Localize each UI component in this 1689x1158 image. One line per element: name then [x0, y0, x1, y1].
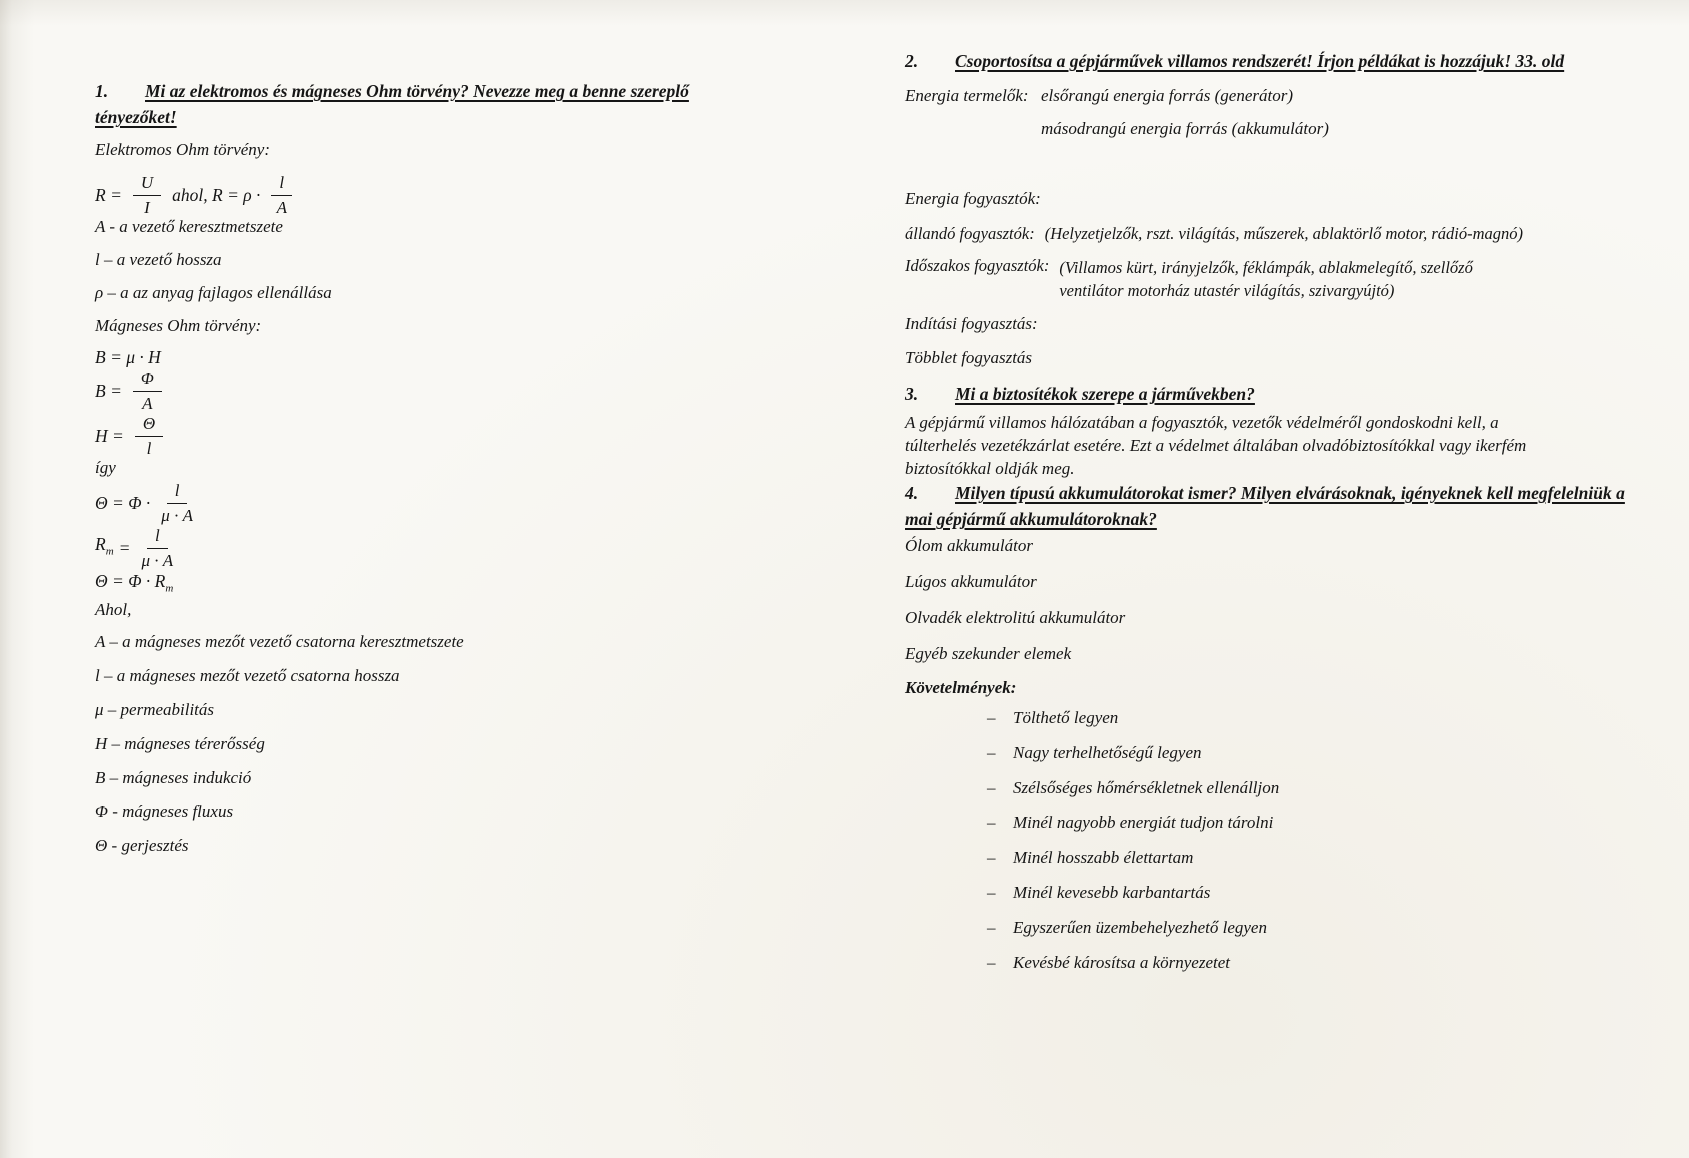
- fraction-phi-over-a: $\frac{\Phi}{A}$: [133, 368, 162, 413]
- question-3-answer: A gépjármű villamos hálózatában a fogyasztók, vezetők védelméről gondoskodni kell, a túlterhelés vezetékzárlat esetére. Ezt a védelmet általában olvadóbiztosítókkal vagy ikerfém biztosítókkal oldják meg.: [905, 413, 1527, 478]
- battery-type-molten-electrolyte: Olvadék elektrolitú akkumulátor: [905, 608, 1126, 627]
- igy-label: így: [95, 458, 116, 478]
- fraction-l-over-a: $\frac{l}{A}$: [271, 172, 292, 217]
- requirement-item-energy-storage: – Minél nagyobb energiát tudjon tárolni: [987, 813, 1274, 832]
- energy-producers-values: [1041, 86, 1329, 139]
- secondary-energy-source: másodrangú energia forrás (akkumulátor): [1041, 119, 1329, 138]
- definition-a-cross-section: A - a vezető keresztmetszete: [95, 217, 283, 237]
- definition-mu-permeability: μ – permeabilitás: [95, 699, 215, 719]
- definition-a-magnetic: A – a mágneses mezőt vezető csatorna keresztmetszete: [95, 631, 464, 651]
- formula-b-flux: B = $\frac{\Phi}{A}$: [95, 368, 715, 413]
- periodic-consumers-row: [905, 256, 1625, 302]
- formula-mid: ahol, R = ρ ·: [172, 184, 261, 205]
- question-3-title: Mi a biztosítékok szerepe a járművekben?: [955, 384, 1255, 404]
- fraction-theta-over-l: $\frac{\Theta}{l}$: [135, 413, 163, 458]
- primary-energy-source: elsőrangú energia forrás (generátor): [1041, 86, 1293, 105]
- requirement-item-chargeable: – Tölthető legyen: [987, 708, 1119, 727]
- surplus-consumption-label: Többlet fogyasztás: [905, 348, 1033, 367]
- definition-l-length: l – a vezető hossza: [95, 250, 222, 270]
- energy-consumers-label: Energia fogyasztók:: [905, 189, 1041, 208]
- starting-consumption-label: Indítási fogyasztás:: [905, 314, 1038, 333]
- constant-consumers-label: állandó fogyasztók:: [905, 224, 1035, 243]
- electric-ohm-formula: [95, 172, 715, 217]
- electric-ohm-law-label: Elektromos Ohm törvény:: [95, 140, 270, 159]
- question-3-heading: [905, 381, 1625, 407]
- fraction-l-over-mu-a-2: $\frac{l}{\mu \cdot A}$: [141, 526, 174, 570]
- definition-phi-flux: Φ - mágneses fluxus: [95, 801, 234, 821]
- question-4-title: Milyen típusú akkumulátorokat ismer? Milyen elvárásoknak, igényeknek kell megfelelniük a mai gépjármű akkumulátoroknak?: [905, 483, 1625, 529]
- battery-type-lead: Ólom akkumulátor: [905, 536, 1033, 555]
- right-column: [905, 48, 1625, 988]
- question-2-heading: [905, 48, 1625, 74]
- question-2-title: Csoportosítsa a gépjárművek villamos rendszerét! Írjon példákat is hozzájuk! 33. old: [955, 51, 1565, 71]
- requirements-label: Követelmények:: [905, 678, 1017, 697]
- question-2-number: 2.: [905, 51, 919, 71]
- question-3-number: 3.: [905, 384, 919, 404]
- dash-bullet: –: [987, 848, 996, 867]
- definition-rho-resistivity: ρ – a az anyag fajlagos ellenállása: [95, 283, 332, 303]
- requirement-item-lifespan: – Minél hosszabb élettartam: [987, 848, 1194, 867]
- energy-producers-label: Energia termelők:: [905, 86, 1029, 105]
- question-4-heading: [905, 480, 1625, 532]
- constant-consumers-text: (Helyzetjelzők, rszt. világítás, műszerek, ablaktörlő motor, rádió-magnó): [1044, 224, 1524, 243]
- energy-producers-row: [905, 86, 1625, 139]
- formula-h-theta: H = $\frac{\Theta}{l}$: [95, 413, 715, 458]
- dash-bullet: –: [987, 953, 996, 972]
- fraction-l-over-mu-a: $\frac{l}{\mu \cdot A}$: [161, 481, 193, 525]
- formula-b-mu-h: B = μ · H: [95, 347, 161, 368]
- definition-theta-excitation: Θ - gerjesztés: [95, 835, 189, 855]
- formula-theta-phi: Θ = Φ · $\frac{l}{\mu \cdot A}$: [95, 481, 193, 525]
- question-1-number: 1.: [95, 81, 109, 101]
- definition-l-magnetic: l – a mágneses mezőt vezető csatorna hossza: [95, 665, 400, 685]
- definition-h-field-strength: H – mágneses térerősség: [95, 733, 265, 753]
- definition-b-induction: B – mágneses indukció: [95, 767, 252, 787]
- dash-bullet: –: [987, 918, 996, 937]
- formula-lhs: R =: [95, 184, 122, 205]
- battery-type-other-secondary: Egyéb szekunder elemek: [905, 644, 1072, 663]
- dash-bullet: –: [987, 708, 996, 727]
- left-column: [95, 78, 715, 870]
- periodic-consumers-text: (Villamos kürt, irányjelzők, féklámpák, ablakmelegítő, szellőző ventilátor motorház utastér világítás, szivargyújtó): [1059, 258, 1473, 300]
- requirement-item-environment: – Kevésbé károsítsa a környezetet: [987, 953, 1230, 972]
- constant-consumers-row: [905, 224, 1625, 244]
- requirement-item-temperature: – Szélsőséges hőmérsékletnek ellenálljon: [987, 778, 1280, 797]
- magnetic-ohm-law-label: Mágneses Ohm törvény:: [95, 316, 262, 336]
- requirement-item-high-load: – Nagy terhelhetőségű legyen: [987, 743, 1202, 762]
- dash-bullet: –: [987, 813, 996, 832]
- formula-theta-rm: $\Theta = \Phi \cdot R_m$: [95, 571, 174, 595]
- requirement-item-maintenance: – Minél kevesebb karbantartás: [987, 883, 1211, 902]
- ahol-label: Ahol,: [95, 599, 132, 619]
- fraction-u-over-i: $\frac{U}{I}$: [133, 172, 161, 217]
- periodic-consumers-label: Időszakos fogyasztók:: [905, 256, 1050, 275]
- dash-bullet: –: [987, 743, 996, 762]
- requirement-item-easy-commissioning: – Egyszerűen üzembehelyezhető legyen: [987, 918, 1267, 937]
- question-1-title: Mi az elektromos és mágneses Ohm törvény? Nevezze meg a benne szereplő tényezőket!: [95, 81, 689, 127]
- formula-reluctance: $R_m$ = $\frac{l}{\mu \cdot A}$: [95, 526, 174, 570]
- question-4-number: 4.: [905, 483, 919, 503]
- dash-bullet: –: [987, 778, 996, 797]
- battery-type-alkaline: Lúgos akkumulátor: [905, 572, 1037, 591]
- question-1-heading: [95, 78, 715, 130]
- dash-bullet: –: [987, 883, 996, 902]
